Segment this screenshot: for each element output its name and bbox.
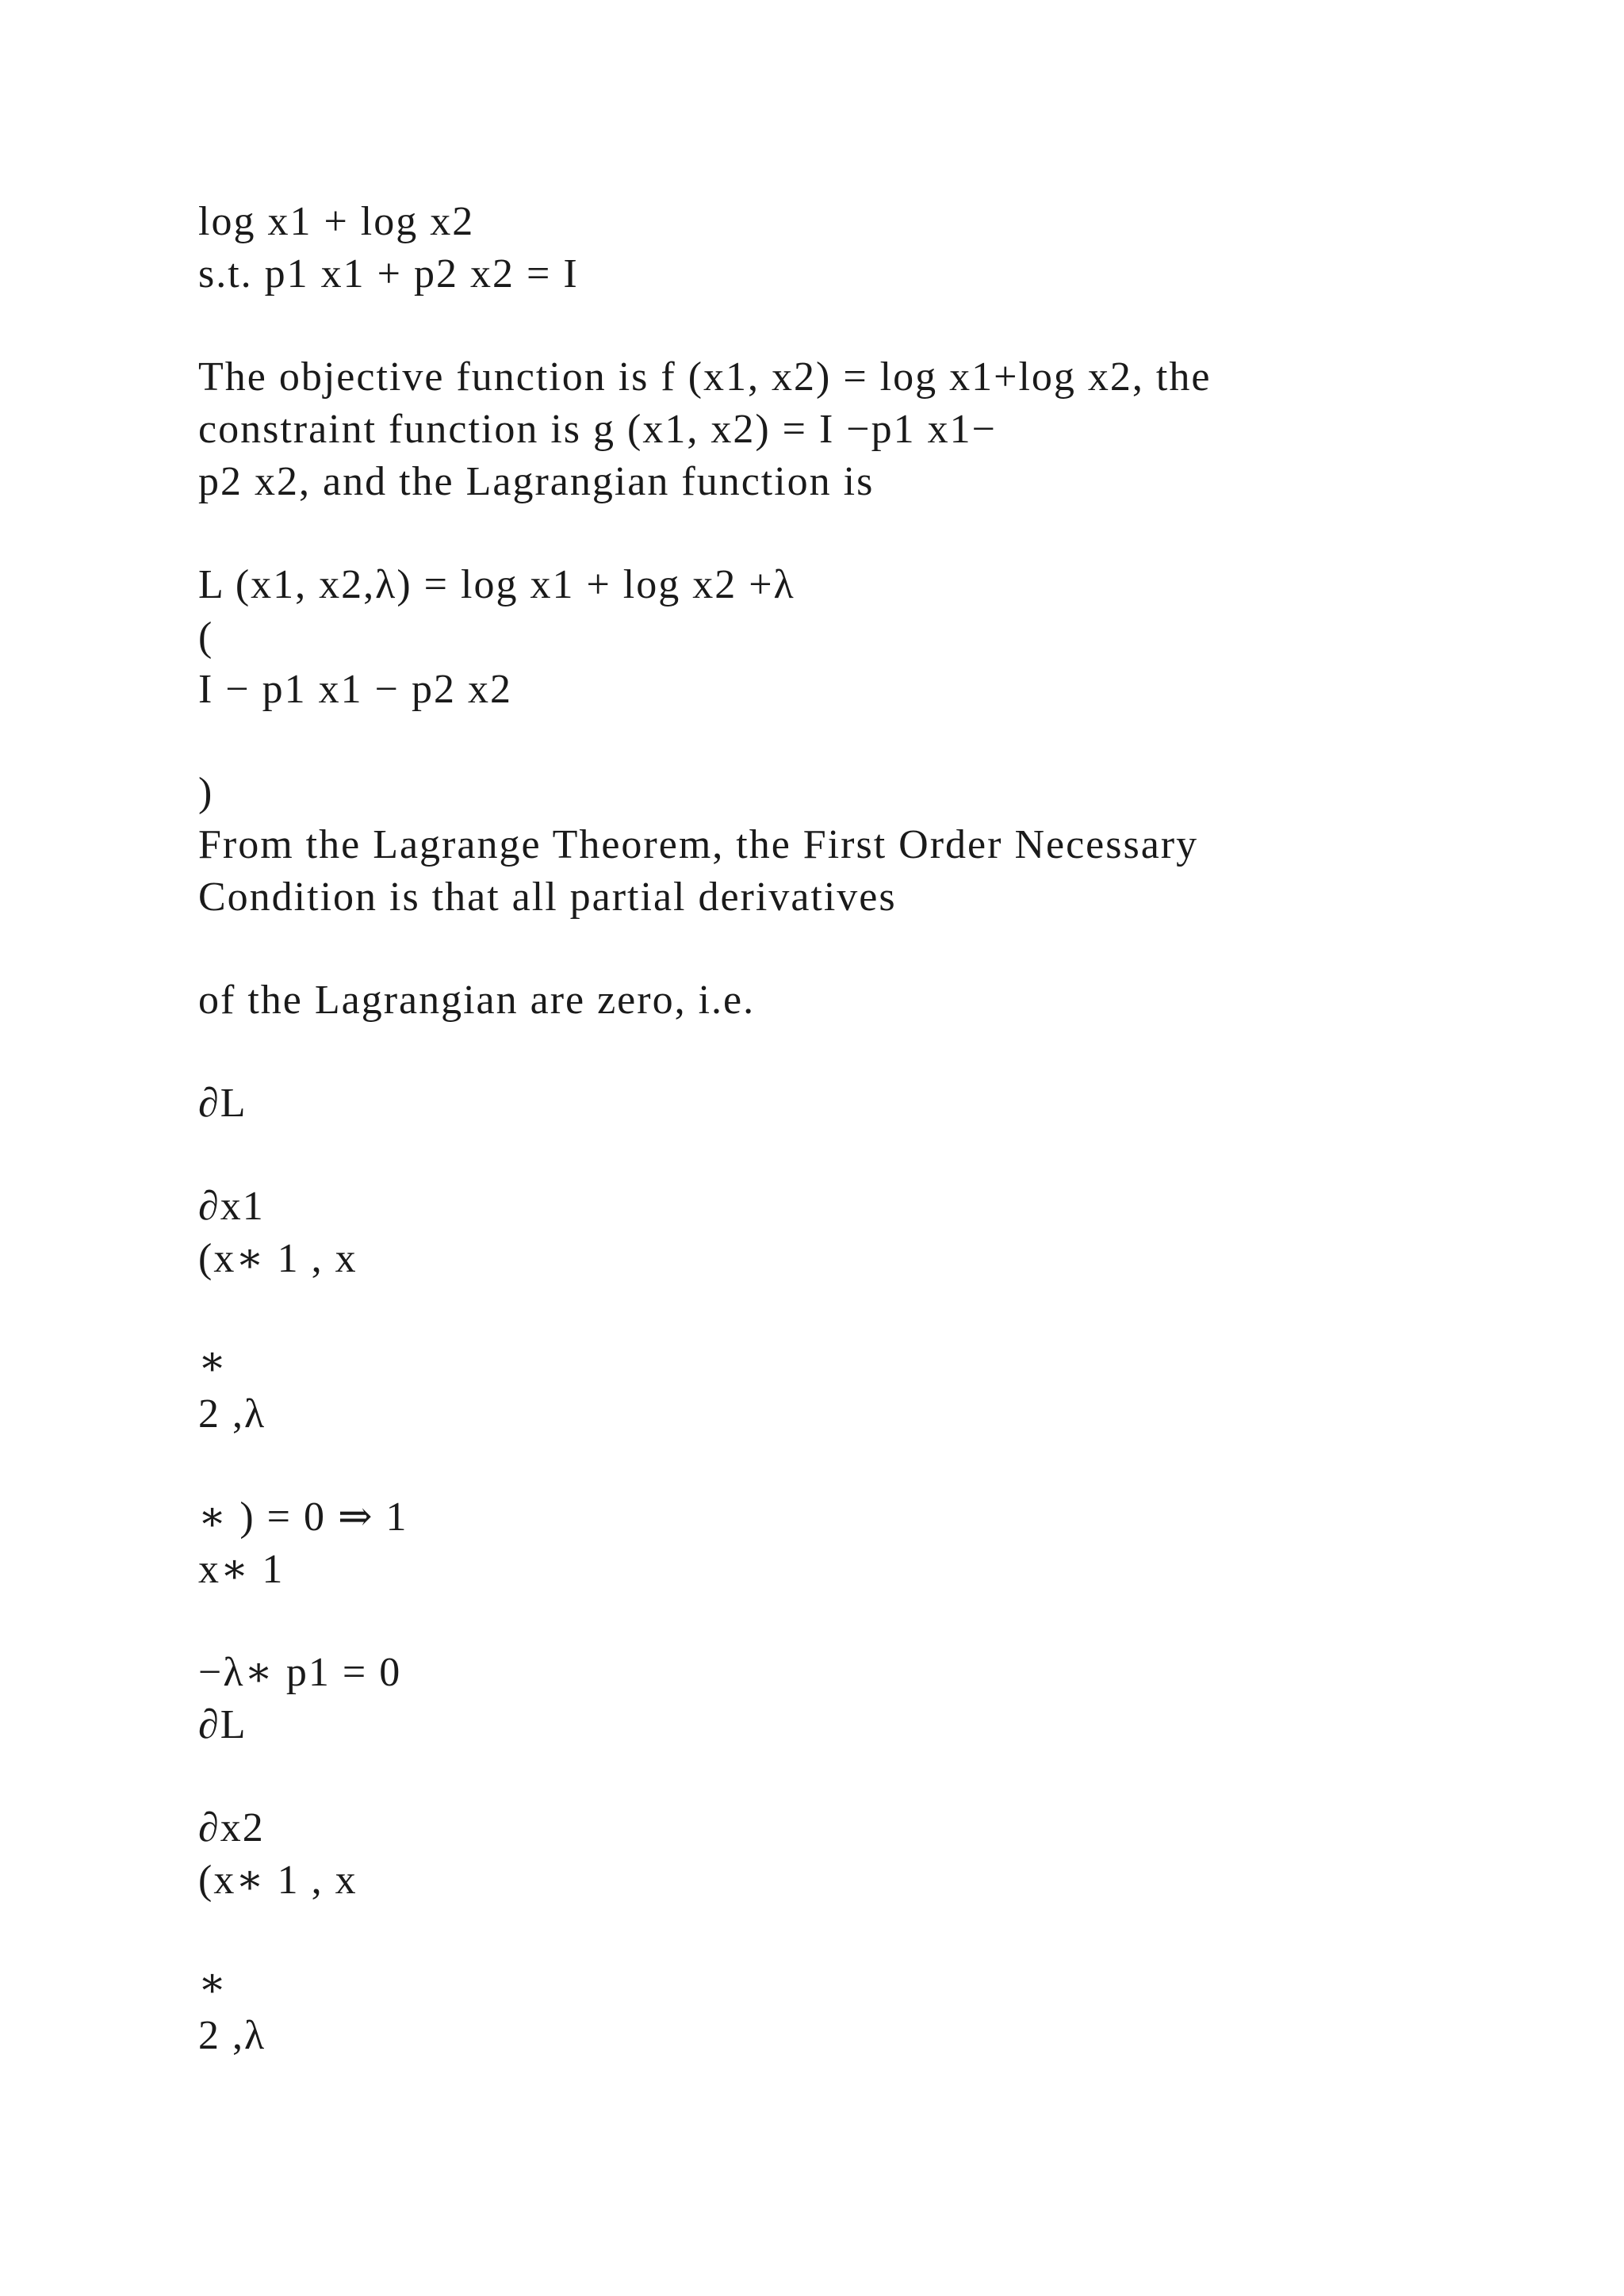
text-line-condition-1: −λ∗ p1 = 0 xyxy=(198,1650,402,1695)
text-line-theorem-2: Condition is that all partial derivatives xyxy=(198,874,897,920)
text-line-args-1: (x∗ 1 , x xyxy=(198,1236,358,1281)
text-line-open-paren: ( xyxy=(198,614,214,660)
text-line-close-paren: ) xyxy=(198,770,214,815)
text-line-star-2: ∗ xyxy=(198,1961,228,2006)
text-line-paragraph-1: The objective function is f (x1, x2) = log x1+log x2, the xyxy=(198,354,1212,400)
text-line-paragraph-2: constraint function is g (x1, x2) = I −p1 x1− xyxy=(198,407,997,452)
text-line-theorem-3: of the Lagrangian are zero, i.e. xyxy=(198,978,756,1023)
text-line-x1-star: x∗ 1 xyxy=(198,1547,285,1592)
text-line-constraint-term: I − p1 x1 − p2 x2 xyxy=(198,667,512,712)
text-line-constraint: s.t. p1 x1 + p2 x2 = I xyxy=(198,251,579,297)
text-line-lambda-2: 2 ,λ xyxy=(198,2013,266,2058)
text-line-star-1: ∗ xyxy=(198,1339,228,1384)
text-line-paragraph-3: p2 x2, and the Lagrangian function is xyxy=(198,459,875,504)
text-line-partial-l-2: ∂L xyxy=(198,1702,247,1747)
text-line-lagrangian: L (x1, x2,λ) = log x1 + log x2 +λ xyxy=(198,562,795,607)
text-line-partial-x1: ∂x1 xyxy=(198,1184,265,1229)
text-line-partial-x2: ∂x2 xyxy=(198,1805,265,1850)
text-line-partial-l-1: ∂L xyxy=(198,1081,247,1126)
text-line-implies: ∗ ) = 0 ⇒ 1 xyxy=(198,1494,408,1540)
text-line-objective: log x1 + log x2 xyxy=(198,199,475,244)
text-line-theorem-1: From the Lagrange Theorem, the First Order Necessary xyxy=(198,822,1199,867)
text-line-args-2: (x∗ 1 , x xyxy=(198,1858,358,1903)
text-line-lambda-1: 2 ,λ xyxy=(198,1391,266,1437)
